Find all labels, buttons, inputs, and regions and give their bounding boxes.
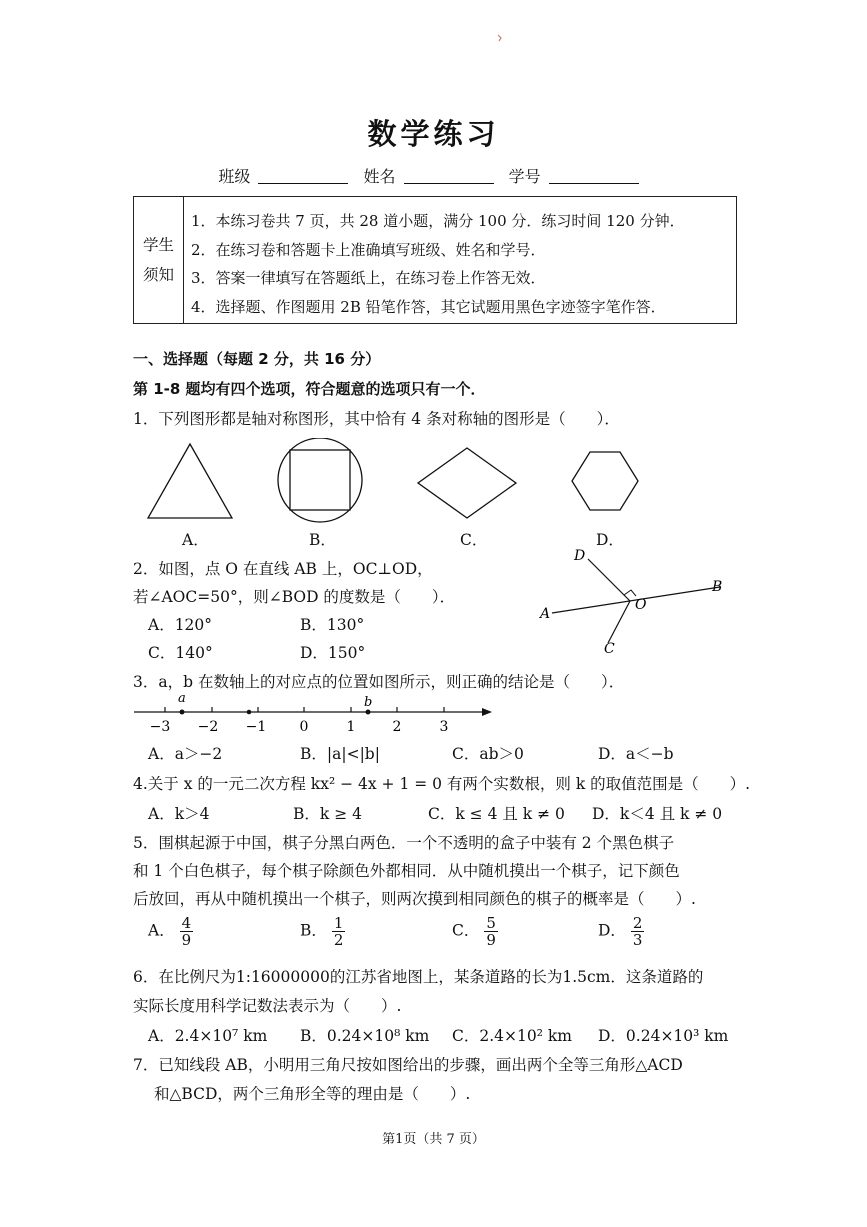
- label-d: D: [574, 548, 586, 564]
- point-a-label: a: [178, 691, 186, 706]
- hexagon-shape: [572, 452, 638, 510]
- notice-item: 4．选择题、作图题用 2B 铅笔作答，其它试题用黑色字迹签字笔作答．: [191, 297, 666, 316]
- q2-figure: [530, 545, 740, 655]
- notice-label: [134, 197, 184, 323]
- q4-option-a: A．k＞4: [148, 805, 210, 823]
- q1-label-b: B．: [309, 531, 336, 549]
- q6-option-c: C．2.4×10² km: [452, 1027, 572, 1045]
- notice-box: [133, 196, 737, 324]
- label-a: A: [540, 606, 551, 622]
- q6-option-d: D．0.24×10³ km: [598, 1027, 729, 1045]
- label-c: C: [604, 641, 615, 655]
- fraction: $\frac{1}{2}$: [333, 914, 344, 949]
- q5-line3: 后放回，再从中随机摸出一个棋子，则两次摸到相同颜色的棋子的概率是（ ）.: [133, 890, 696, 908]
- section-subheading: 第 1-8 题均有四个选项，符合题意的选项只有一个．: [133, 380, 486, 398]
- q2-line1: 2．如图，点 O 在直线 AB 上，OC⊥OD，: [133, 560, 433, 578]
- page-title: 数学练习: [367, 117, 500, 151]
- q6-line1: 6．在比例尺为1:16000000的江苏省地图上，某条道路的长为1.5cm．这条道路的: [133, 968, 704, 986]
- tick-label: 2: [392, 719, 402, 735]
- section-heading: 一、选择题（每题 2 分，共 16 分）: [133, 350, 381, 368]
- tick-label: −2: [197, 719, 219, 735]
- q3-option-d: D．a＜−b: [598, 745, 674, 763]
- class-label: 班级: [218, 167, 251, 186]
- notice-item: 2．在练习卷和答题卡上准确填写班级、姓名和学号．: [191, 240, 546, 259]
- minus-one-dot: [247, 710, 252, 715]
- name-blank[interactable]: [404, 182, 494, 184]
- q1-stem: 1．下列图形都是轴对称图形，其中恰有 4 条对称轴的图形是（ ）．: [133, 410, 620, 428]
- page-footer: 第1页（共 7 页）: [382, 1132, 485, 1147]
- tick-label: −1: [245, 719, 267, 735]
- point-a-dot: [180, 710, 185, 715]
- q1-figures: [140, 438, 760, 528]
- ray-od: [588, 559, 630, 601]
- q7-line2: 和△BCD，两个三角形全等的理由是（ ）.: [154, 1085, 471, 1103]
- q2-option-b: B．130°: [300, 616, 365, 634]
- number-blank[interactable]: [549, 182, 639, 184]
- q6-line2: 实际长度用科学记数法表示为（ ）.: [133, 997, 402, 1015]
- corner-mark: [497, 28, 503, 34]
- class-blank[interactable]: [258, 182, 348, 184]
- q1-label-c: C．: [460, 531, 488, 549]
- name-label: 姓名: [363, 167, 396, 186]
- notice-label-line2: 须知: [142, 266, 174, 284]
- fraction: $\frac{2}{3}$: [632, 914, 643, 949]
- q4-stem: 4.关于 x 的一元二次方程 kx² − 4x + 1 = 0 有两个实数根，则 k 的取值范围是（ ）.: [133, 775, 751, 793]
- notice-item: 1．本练习卷共 7 页，共 28 道小题，满分 100 分．练习时间 120 分钟．: [191, 212, 685, 230]
- fraction: $\frac{4}{9}$: [181, 914, 192, 949]
- q4-option-c: C．k ≤ 4 且 k ≠ 0: [428, 805, 565, 823]
- right-angle-mark: [624, 590, 636, 596]
- tick-label: 0: [299, 719, 309, 735]
- q6-option-b: B．0.24×10⁸ km: [300, 1027, 430, 1045]
- q5-option-b: B． $\frac{1}{2}$: [300, 914, 344, 949]
- q7-line1: 7．已知线段 AB，小明用三角尺按如图给出的步骤，画出两个全等三角形△ACD: [133, 1056, 683, 1074]
- mark-icon: [497, 34, 503, 42]
- q1-label-a: A．: [182, 531, 209, 549]
- q4-option-d: D．k＜4 且 k ≠ 0: [592, 805, 723, 823]
- q3-option-b: B．|a|<|b|: [300, 745, 380, 763]
- notice-list: [191, 207, 685, 321]
- notice-label-line1: 学生: [142, 236, 174, 254]
- q4-option-b: B．k ≥ 4: [293, 805, 362, 823]
- ray-oc: [608, 601, 630, 643]
- q2-option-a: A．120°: [148, 616, 213, 634]
- q5-option-c: C． $\frac{5}{9}$: [452, 914, 496, 949]
- student-info-line: [0, 164, 867, 187]
- label-o: O: [635, 597, 647, 613]
- fraction: $\frac{5}{9}$: [486, 914, 496, 949]
- rhombus-shape: [418, 448, 516, 518]
- q3-option-c: C．ab＞0: [452, 745, 524, 763]
- number-label: 学号: [508, 167, 541, 186]
- point-b-label: b: [364, 695, 373, 710]
- q3-stem: 3．a，b 在数轴上的对应点的位置如图所示，则正确的结论是（ ）．: [133, 673, 625, 691]
- q2-option-d: D．150°: [300, 644, 366, 662]
- square-shape: [290, 450, 350, 510]
- label-b: B: [712, 579, 723, 595]
- q2-option-c: C．140°: [148, 644, 213, 662]
- q3-number-line: [130, 690, 500, 735]
- q5-option-a: A． $\frac{4}{9}$: [148, 914, 192, 949]
- tick-label: −3: [149, 719, 171, 735]
- q5-option-d: D． $\frac{2}{3}$: [598, 914, 643, 949]
- tick-label: 1: [346, 719, 356, 735]
- q1-label-d: D．: [596, 531, 624, 549]
- q3-option-a: A．a＞−2: [148, 745, 223, 763]
- q2-line2: 若∠AOC=50°，则∠BOD 的度数是（ ）．: [133, 588, 456, 606]
- q6-option-a: A．2.4×10⁷ km: [148, 1027, 268, 1045]
- q5-line2: 和 1 个白色棋子，每个棋子除颜色外都相同．从中随机摸出一个棋子，记下颜色: [133, 862, 680, 880]
- notice-item: 3．答案一律填写在答题纸上，在练习卷上作答无效．: [191, 269, 546, 287]
- tick-label: 3: [439, 719, 449, 735]
- q5-line1: 5．围棋起源于中国，棋子分黑白两色．一个不透明的盒子中装有 2 个黑色棋子: [133, 834, 675, 852]
- axis-arrow: [482, 708, 492, 716]
- triangle-shape: [148, 444, 232, 518]
- point-b-dot: [366, 710, 371, 715]
